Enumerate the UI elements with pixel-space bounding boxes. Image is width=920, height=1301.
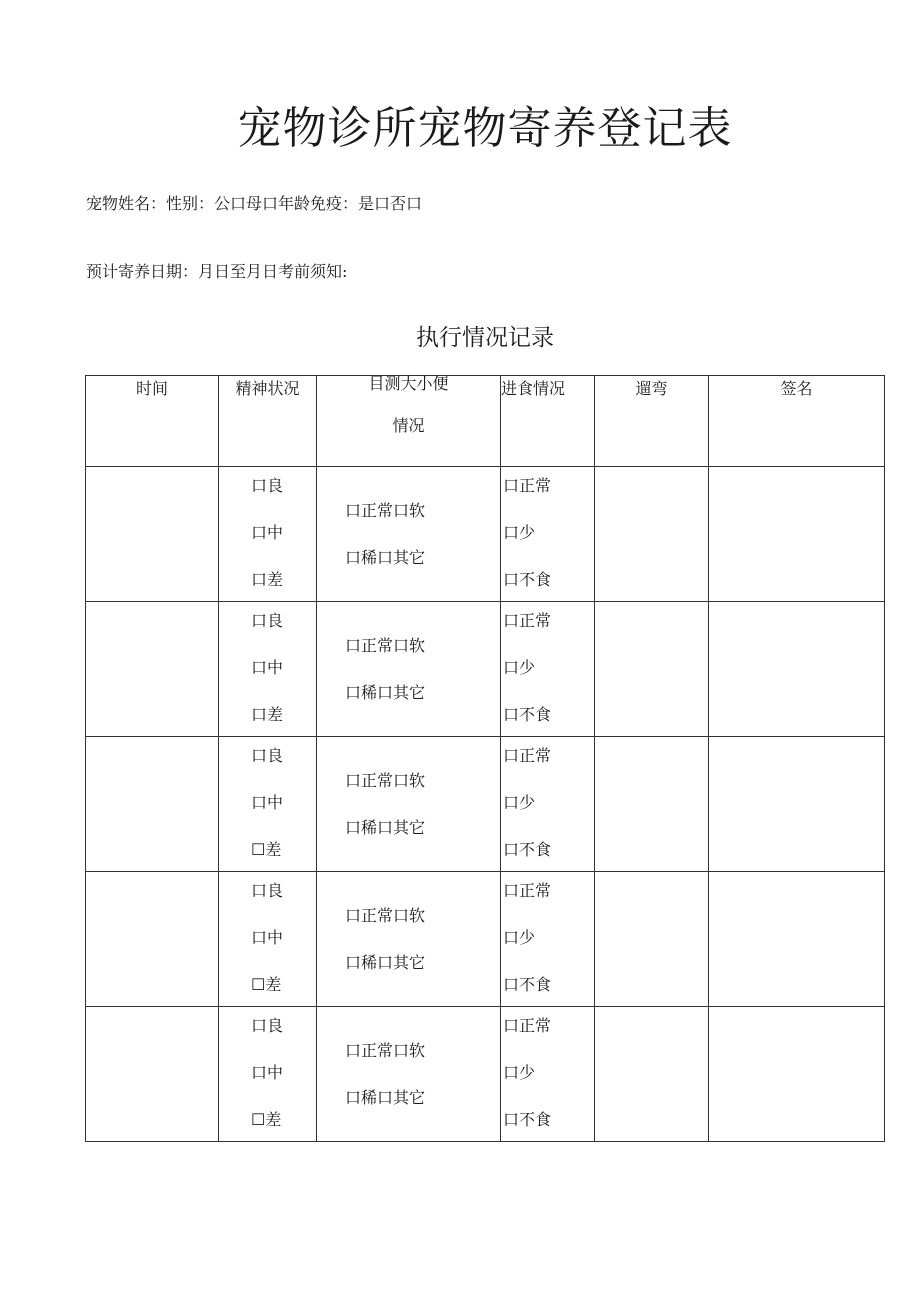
mood-option-medium[interactable]: 口中 bbox=[251, 523, 284, 542]
mood-option-poor[interactable]: 口差 bbox=[251, 570, 284, 589]
header-time: 时间 bbox=[86, 376, 219, 467]
record-table bbox=[85, 375, 885, 1142]
stool-cell bbox=[317, 872, 501, 1007]
boarding-date-line: 预计寄养日期：月日至月日考前须知: bbox=[86, 262, 348, 281]
stool-options-line2[interactable]: 口稀口其它 bbox=[345, 548, 426, 567]
stool-options-line2[interactable]: 口稀口其它 bbox=[345, 683, 426, 702]
walk-cell[interactable] bbox=[595, 872, 709, 1007]
header-sign: 签名 bbox=[709, 376, 885, 467]
food-option-less[interactable]: 口少 bbox=[503, 1063, 536, 1082]
food-option-none[interactable]: 口不食 bbox=[503, 840, 552, 859]
stool-options-line1[interactable]: 口正常口软 bbox=[345, 501, 426, 520]
food-cell bbox=[501, 737, 595, 872]
mood-cell bbox=[219, 872, 317, 1007]
table-row bbox=[86, 737, 885, 872]
food-option-none[interactable]: 口不食 bbox=[503, 975, 552, 994]
food-cell bbox=[501, 602, 595, 737]
stool-options-line2[interactable]: 口稀口其它 bbox=[345, 1088, 426, 1107]
food-cell bbox=[501, 1007, 595, 1142]
header-stool-line2: 情况 bbox=[392, 416, 425, 435]
walk-cell[interactable] bbox=[595, 1007, 709, 1142]
mood-option-good[interactable]: 口良 bbox=[251, 476, 284, 495]
food-option-normal[interactable]: 口正常 bbox=[503, 476, 552, 495]
time-cell[interactable] bbox=[86, 602, 219, 737]
food-option-normal[interactable]: 口正常 bbox=[503, 881, 552, 900]
food-option-less[interactable]: 口少 bbox=[503, 523, 536, 542]
stool-options-line1[interactable]: 口正常口软 bbox=[345, 906, 426, 925]
header-stool-line1: 目测大小便 bbox=[368, 374, 449, 393]
time-cell[interactable] bbox=[86, 467, 219, 602]
food-option-less[interactable]: 口少 bbox=[503, 928, 536, 947]
stool-options-line1[interactable]: 口正常口软 bbox=[345, 636, 426, 655]
pet-info-line: 宠物姓名：性别：公口母口年龄免疫：是口否口 bbox=[86, 194, 423, 213]
table-header-row bbox=[86, 376, 885, 467]
mood-option-medium[interactable]: 口中 bbox=[251, 928, 284, 947]
mood-cell bbox=[219, 467, 317, 602]
sign-cell[interactable] bbox=[709, 602, 885, 737]
stool-options-line1[interactable]: 口正常口软 bbox=[345, 771, 426, 790]
mood-option-poor[interactable]: ☐差 bbox=[251, 840, 282, 859]
table-row bbox=[86, 872, 885, 1007]
header-food: 进食情况 bbox=[501, 376, 595, 467]
food-option-normal[interactable]: 口正常 bbox=[503, 746, 552, 765]
stool-cell bbox=[317, 1007, 501, 1142]
stool-cell bbox=[317, 737, 501, 872]
mood-option-medium[interactable]: 口中 bbox=[251, 658, 284, 677]
mood-option-poor[interactable]: ☐差 bbox=[251, 975, 282, 994]
table-row bbox=[86, 1007, 885, 1142]
header-stool bbox=[317, 376, 501, 467]
stool-options-line2[interactable]: 口稀口其它 bbox=[345, 953, 426, 972]
food-option-less[interactable]: 口少 bbox=[503, 793, 536, 812]
walk-cell[interactable] bbox=[595, 602, 709, 737]
time-cell[interactable] bbox=[86, 872, 219, 1007]
food-option-normal[interactable]: 口正常 bbox=[503, 1016, 552, 1035]
time-cell[interactable] bbox=[86, 737, 219, 872]
food-option-normal[interactable]: 口正常 bbox=[503, 611, 552, 630]
food-option-less[interactable]: 口少 bbox=[503, 658, 536, 677]
table-row bbox=[86, 467, 885, 602]
stool-cell bbox=[317, 467, 501, 602]
mood-option-poor[interactable]: ☐差 bbox=[251, 1110, 282, 1129]
food-option-none[interactable]: 口不食 bbox=[503, 705, 552, 724]
walk-cell[interactable] bbox=[595, 467, 709, 602]
stool-options-line2[interactable]: 口稀口其它 bbox=[345, 818, 426, 837]
food-option-none[interactable]: 口不食 bbox=[503, 570, 552, 589]
mood-option-good[interactable]: 口良 bbox=[251, 1016, 284, 1035]
mood-option-poor[interactable]: 口差 bbox=[251, 705, 284, 724]
mood-option-good[interactable]: 口良 bbox=[251, 611, 284, 630]
sign-cell[interactable] bbox=[709, 737, 885, 872]
section-title: 执行情况记录 bbox=[416, 325, 554, 351]
mood-option-good[interactable]: 口良 bbox=[251, 881, 284, 900]
stool-cell bbox=[317, 602, 501, 737]
mood-option-good[interactable]: 口良 bbox=[251, 746, 284, 765]
header-walk: 遛弯 bbox=[595, 376, 709, 467]
table-row bbox=[86, 602, 885, 737]
walk-cell[interactable] bbox=[595, 737, 709, 872]
sign-cell[interactable] bbox=[709, 872, 885, 1007]
stool-options-line1[interactable]: 口正常口软 bbox=[345, 1041, 426, 1060]
header-mood: 精神状况 bbox=[219, 376, 317, 467]
sign-cell[interactable] bbox=[709, 1007, 885, 1142]
food-option-none[interactable]: 口不食 bbox=[503, 1110, 552, 1129]
page-title: 宠物诊所宠物寄养登记表 bbox=[237, 103, 733, 154]
mood-cell bbox=[219, 737, 317, 872]
food-cell bbox=[501, 467, 595, 602]
mood-option-medium[interactable]: 口中 bbox=[251, 1063, 284, 1082]
mood-option-medium[interactable]: 口中 bbox=[251, 793, 284, 812]
time-cell[interactable] bbox=[86, 1007, 219, 1142]
mood-cell bbox=[219, 1007, 317, 1142]
sign-cell[interactable] bbox=[709, 467, 885, 602]
mood-cell bbox=[219, 602, 317, 737]
food-cell bbox=[501, 872, 595, 1007]
